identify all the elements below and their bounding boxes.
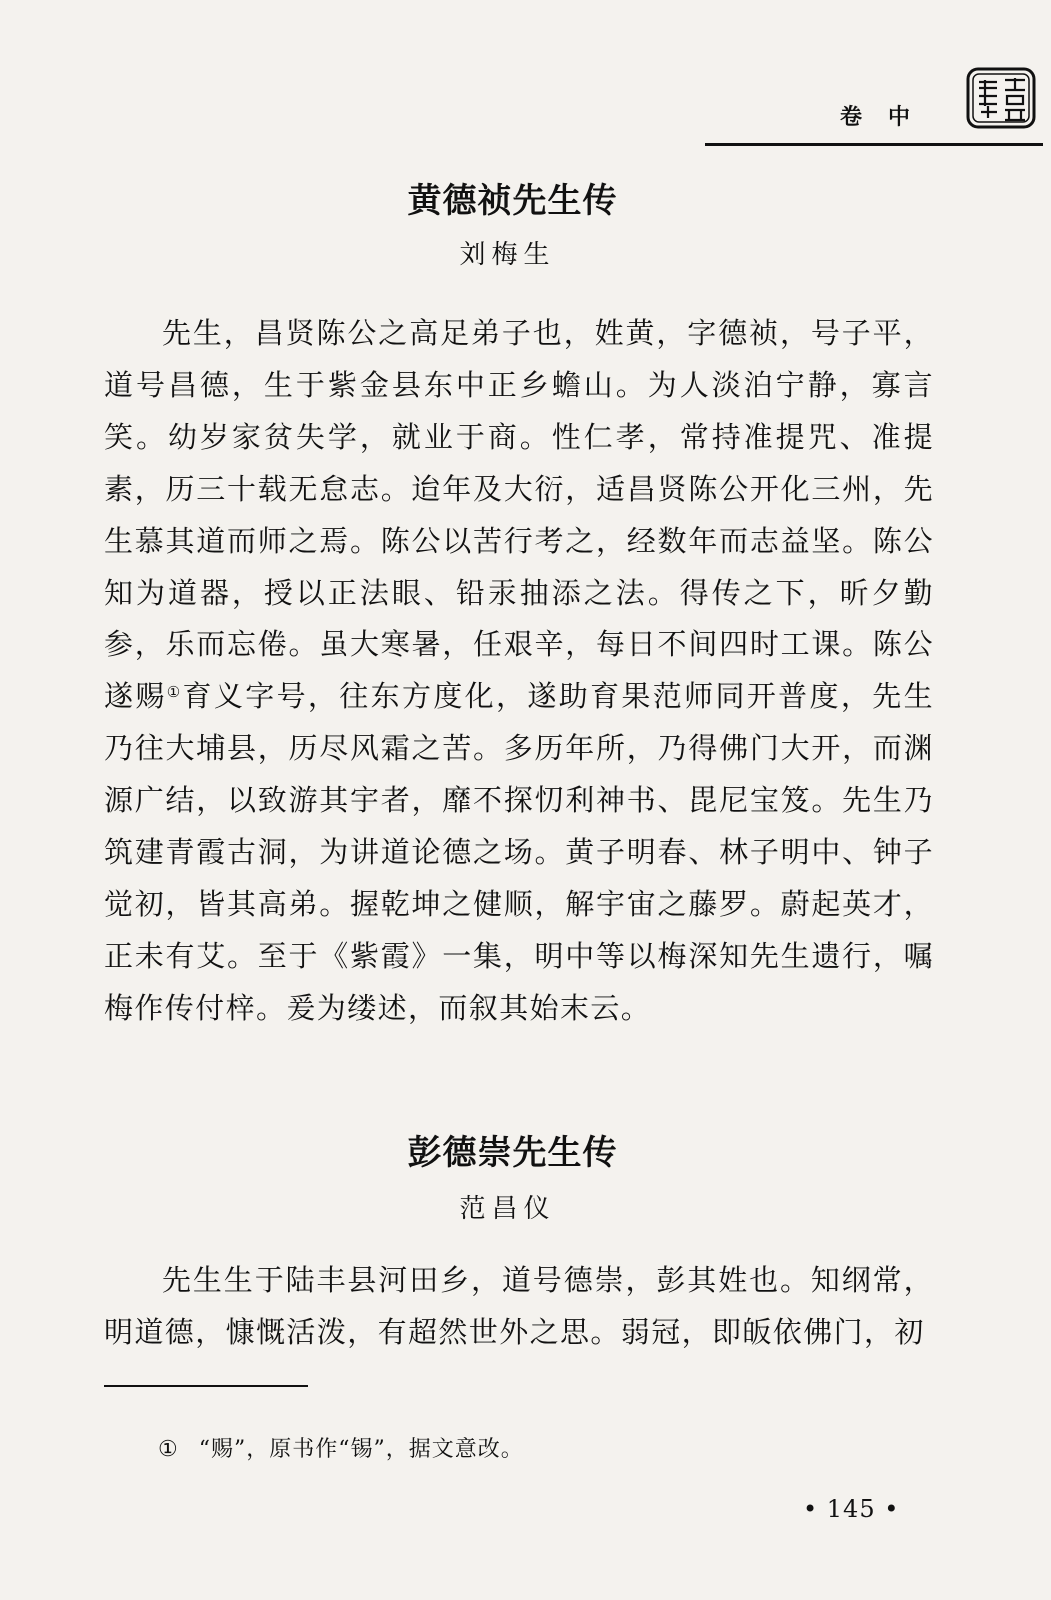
section-body xyxy=(104,308,934,1035)
section-title: 彭德崇先生传 xyxy=(407,1133,618,1173)
header-rule xyxy=(705,143,1043,146)
seal-stamp-icon xyxy=(965,66,1037,130)
footnote-rule xyxy=(104,1385,308,1387)
footnote xyxy=(158,1432,524,1463)
body-text: 先生，昌贤陈公之高足弟子也，姓黄，字德祯，号子平，道号昌德，生于紫金县东中正乡蟾山。为人淡泊宁静，寡言笑。幼岁家贫失学，就业于商。性仁孝，常持准提咒、准提素，历三十载无怠志。迨年及大衍，适昌贤陈公开化三州，先生慕其道而师之焉。陈公以苦行考之，经数年而志益坚。陈公知为道器，授以正法眼、铅汞抽添之法。得传之下，昕夕勤参，乐而忘倦。虽大寒暑，任艰辛，每日不间四时工课。陈公遂赐 xyxy=(104,316,934,714)
section-body xyxy=(104,1255,934,1359)
section-author: 刘梅生 xyxy=(459,240,556,270)
section-title: 黄德祯先生传 xyxy=(407,181,618,221)
footnote-number: ① xyxy=(158,1437,179,1462)
body-text: 育义字号，往东方度化，遂助育果范师同开普度，先生乃往大埔县，历尽风霜之苦。多历年所，乃得佛门大开，而渊源广结，以致游其宇者，靡不探忉利神书、毘尼宝笈。先生乃筑建青霞古洞，为讲道论德之场。黄子明春、林子明中、钟子觉初，皆其高弟。握乾坤之健顺，解宇宙之藤罗。蔚起英才，正未有艾。至于《紫霞》一集，明中等以梅深知先生遗行，嘱梅作传付梓。爰为缕述，而叙其始末云。 xyxy=(104,679,934,1025)
footnote-text: “赐”，原书作“锡”，据文意改。 xyxy=(198,1437,524,1462)
body-text: 先生生于陆丰县河田乡，道号德崇，彭其姓也。知纲常，明道德，慷慨活泼，有超然世外之思。弱冠，即皈依佛门，初 xyxy=(104,1263,934,1349)
section-author: 范昌仪 xyxy=(459,1194,556,1224)
running-head: 卷中 xyxy=(840,105,937,130)
footnote-marker: ① xyxy=(166,683,183,702)
page-number: • 145 • xyxy=(803,1495,900,1523)
